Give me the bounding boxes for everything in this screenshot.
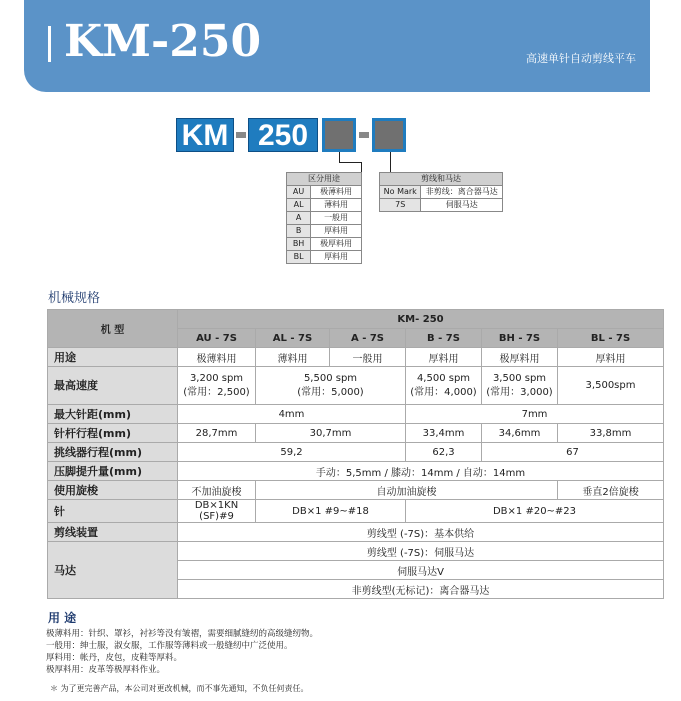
code-prefix: KM bbox=[176, 118, 234, 152]
model-bh: BH - 7S bbox=[482, 329, 558, 348]
speed-value: 3,500 spm bbox=[492, 372, 547, 384]
use-value: 极薄料用 bbox=[178, 348, 256, 367]
speed-au bbox=[178, 367, 256, 405]
needle-bar-bl: 33,8mm bbox=[558, 424, 664, 443]
row-label-hook: 使用旋梭 bbox=[48, 481, 178, 500]
stitch-left: 4mm bbox=[178, 405, 406, 424]
motor-value-3: 非剪线型(无标记)：离合器马达 bbox=[178, 580, 664, 599]
hook-au: 不加油旋梭 bbox=[178, 481, 256, 500]
motor-code: 7S bbox=[380, 199, 421, 212]
usage-code: AU bbox=[287, 186, 311, 199]
usage-code: A bbox=[287, 212, 311, 225]
motor-code-table bbox=[379, 172, 503, 212]
row-label-use: 用途 bbox=[48, 348, 178, 367]
usage-code: B bbox=[287, 225, 311, 238]
speed-b bbox=[406, 367, 482, 405]
stitch-right: 7mm bbox=[406, 405, 664, 424]
take-up-left: 59,2 bbox=[178, 443, 406, 462]
usage-title: 用 途 bbox=[48, 611, 77, 625]
usage-line: 极薄料用：针织、罩衫，衬衫等没有皱褶，需要细腻缝纫的高级缝纫物。 bbox=[46, 629, 319, 639]
footnote: ＊ 为了更完善产品，本公司对更改机械，而不事先通知，不负任何责任。 bbox=[50, 684, 309, 693]
motor-desc: 伺服马达 bbox=[421, 199, 503, 212]
needle-bar-al-a: 30,7mm bbox=[256, 424, 406, 443]
leader-line bbox=[339, 162, 361, 163]
row-label-speed: 最高速度 bbox=[48, 367, 178, 405]
model-au: AU - 7S bbox=[178, 329, 256, 348]
leader-line bbox=[390, 152, 391, 172]
speed-normal: (常用：5,000) bbox=[297, 386, 364, 398]
needle-au: DB×1KN (SF)#9 bbox=[178, 500, 256, 523]
use-value: 极厚料用 bbox=[482, 348, 558, 367]
needle-al-a: DB×1 #9~#18 bbox=[256, 500, 406, 523]
row-label-trim: 剪线装置 bbox=[48, 523, 178, 542]
row-label-lift: 压脚提升量(mm) bbox=[48, 462, 178, 481]
row-label-stitch: 最大针距(mm) bbox=[48, 405, 178, 424]
spec-table bbox=[47, 309, 664, 599]
usage-line: 一般用：绅士服，淑女服，工作服等薄料或一般缝纫中广泛使用。 bbox=[46, 641, 293, 651]
code-usage-slot bbox=[322, 118, 356, 152]
motor-desc: 非剪线：离合器马达 bbox=[421, 186, 503, 199]
take-up-b: 62,3 bbox=[406, 443, 482, 462]
motor-code: No Mark bbox=[380, 186, 421, 199]
speed-bl: 3,500spm bbox=[558, 367, 664, 405]
code-number: 250 bbox=[248, 118, 318, 152]
usage-desc: 薄料用 bbox=[311, 199, 362, 212]
needle-bar-bh: 34,6mm bbox=[482, 424, 558, 443]
hook-mid: 自动加油旋梭 bbox=[256, 481, 558, 500]
use-value: 厚料用 bbox=[558, 348, 664, 367]
speed-value: 3,200 spm bbox=[189, 372, 244, 384]
needle-rest: DB×1 #20~#23 bbox=[406, 500, 664, 523]
speed-value: 5,500 spm bbox=[303, 372, 358, 384]
usage-line: 厚料用：帐丹，皮包，皮鞋等厚料。 bbox=[46, 653, 183, 663]
leader-line bbox=[361, 162, 362, 172]
code-dash bbox=[359, 132, 369, 138]
usage-code-table bbox=[286, 172, 362, 264]
row-label-motor: 马达 bbox=[48, 542, 178, 599]
usage-desc: 极厚料用 bbox=[311, 238, 362, 251]
hook-bl: 垂直2倍旋梭 bbox=[558, 481, 664, 500]
usage-desc: 极薄料用 bbox=[311, 186, 362, 199]
use-value: 薄料用 bbox=[256, 348, 330, 367]
motor-value-2: 伺服马达V bbox=[178, 561, 664, 580]
header-banner bbox=[24, 0, 650, 92]
row-label-take-up: 挑线器行程(mm) bbox=[48, 443, 178, 462]
model-label: 机 型 bbox=[48, 310, 178, 348]
usage-desc: 厚料用 bbox=[311, 225, 362, 238]
model-name: KM- 250 bbox=[178, 310, 664, 329]
usage-notes bbox=[46, 628, 318, 676]
speed-normal: (常用：2,500) bbox=[183, 386, 250, 398]
usage-line: 极厚料用：皮革等极厚料作业。 bbox=[46, 665, 166, 675]
usage-code: AL bbox=[287, 199, 311, 212]
motor-value-1: 剪线型 (-7S)：伺服马达 bbox=[178, 542, 664, 561]
motor-table-header: 剪线和马达 bbox=[380, 173, 503, 186]
usage-table-header: 区分用途 bbox=[287, 173, 362, 186]
usage-desc: 厚料用 bbox=[311, 251, 362, 264]
usage-desc: 一般用 bbox=[311, 212, 362, 225]
page-subtitle: 高速单针自动剪线平车 bbox=[526, 52, 636, 65]
row-label-needle-bar: 针杆行程(mm) bbox=[48, 424, 178, 443]
usage-code: BH bbox=[287, 238, 311, 251]
use-value: 一般用 bbox=[330, 348, 406, 367]
title-bar-accent bbox=[48, 26, 51, 62]
row-label-needle: 针 bbox=[48, 500, 178, 523]
trim-value: 剪线型 (-7S)：基本供给 bbox=[178, 523, 664, 542]
speed-bh bbox=[482, 367, 558, 405]
model-a: A - 7S bbox=[330, 329, 406, 348]
speed-value: 4,500 spm bbox=[416, 372, 471, 384]
lift-value: 手动：5,5mm / 膝动：14mm / 自动：14mm bbox=[178, 462, 664, 481]
model-b: B - 7S bbox=[406, 329, 482, 348]
code-dash bbox=[236, 132, 246, 138]
code-motor-slot bbox=[372, 118, 406, 152]
needle-bar-b: 33,4mm bbox=[406, 424, 482, 443]
model-bl: BL - 7S bbox=[558, 329, 664, 348]
use-value: 厚料用 bbox=[406, 348, 482, 367]
needle-bar-au: 28,7mm bbox=[178, 424, 256, 443]
model-al: AL - 7S bbox=[256, 329, 330, 348]
usage-code: BL bbox=[287, 251, 311, 264]
speed-normal: (常用：4,000) bbox=[410, 386, 477, 398]
speed-al-a bbox=[256, 367, 406, 405]
page-title: KM-250 bbox=[64, 16, 262, 67]
spec-section-title: 机械规格 bbox=[48, 291, 101, 306]
take-up-right: 67 bbox=[482, 443, 664, 462]
speed-normal: (常用：3,000) bbox=[486, 386, 553, 398]
